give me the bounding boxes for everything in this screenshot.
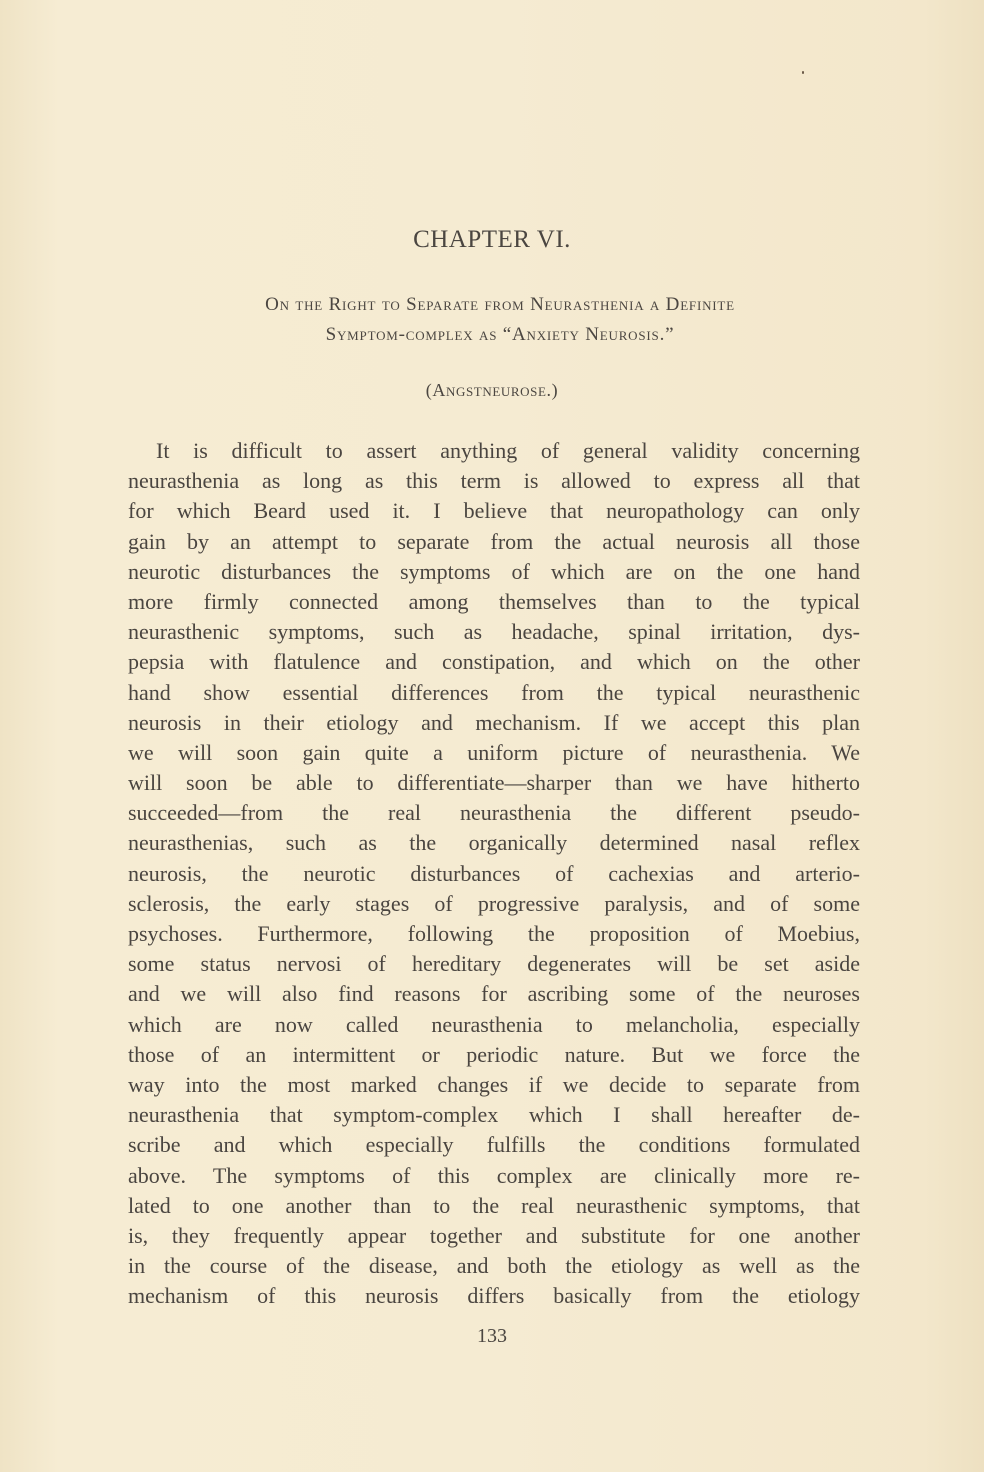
text-line: above. The symptoms of this complex are clinically more re-: [128, 1162, 860, 1188]
text-line: those of an intermittent or periodic nature. But we force the: [128, 1041, 860, 1067]
text-line: gain by an attempt to separate from the actual neurosis all those: [128, 528, 860, 554]
text-line: which are now called neurasthenia to melancholia, especially: [128, 1011, 860, 1037]
body-paragraph: [128, 436, 860, 1311]
text-line: will soon be able to differentiate—sharper than we have hitherto: [128, 770, 860, 796]
paper-speck: [802, 71, 804, 74]
text-line: neurotic disturbances the symptoms of which are on the one hand: [128, 558, 860, 584]
text-line: psychoses. Furthermore, following the proposition of Moebius,: [128, 921, 860, 946]
text-line: neurasthenia as long as this term is allowed to express all that: [128, 468, 860, 494]
text-line: neurasthenias, such as the organically determined nasal reflex: [128, 830, 860, 856]
text-line: some status nervosi of hereditary degenerates will be set aside: [128, 951, 860, 977]
page-number: 133: [477, 1325, 507, 1347]
text-line: more firmly connected among themselves than to the typical: [128, 588, 860, 614]
text-line: and we will also find reasons for ascribing some of the neuroses: [128, 981, 860, 1007]
subtitle-line-2: Symptom-complex as “Anxiety Neurosis.”: [325, 324, 675, 345]
chapter-subtitle: [100, 290, 900, 350]
text-line: It is difficult to assert anything of general validity concerning: [156, 438, 860, 463]
text-line: neurasthenia that symptom-complex which I shall hereafter de-: [128, 1102, 860, 1128]
chapter-title: CHAPTER VI.: [413, 226, 571, 253]
text-line: we will soon gain quite a uniform picture of neurasthenia. We: [128, 739, 860, 765]
text-line: is, they frequently appear together and substitute for one another: [128, 1222, 860, 1248]
text-line: neurosis, the neurotic disturbances of cachexias and arterio-: [128, 860, 860, 886]
text-line: mechanism of this neurosis differs basically from the etiology: [128, 1283, 860, 1309]
text-line: lated to one another than to the real neurasthenic symptoms, that: [128, 1192, 860, 1218]
text-line: in the course of the disease, and both the etiology as well as the: [128, 1253, 860, 1279]
text-line: neurasthenic symptoms, such as headache, spinal irritation, dys-: [128, 619, 860, 645]
text-line: way into the most marked changes if we decide to separate from: [128, 1071, 860, 1097]
text-line: succeeded—from the real neurasthenia the different pseudo-: [128, 800, 860, 826]
text-line: hand show essential differences from the typical neurasthenic: [128, 679, 860, 705]
text-line: sclerosis, the early stages of progressive paralysis, and of some: [128, 890, 860, 916]
german-title: (Angstneurose.): [425, 380, 559, 400]
subtitle-line-1: On the Right to Separate from Neurasthenia a Definite: [265, 294, 735, 315]
text-line: neurosis in their etiology and mechanism. If we accept this plan: [128, 709, 860, 735]
text-line: scribe and which especially fulfills the conditions formulated: [128, 1132, 860, 1158]
text-line: pepsia with flatulence and constipation, and which on the other: [128, 649, 860, 675]
text-line: for which Beard used it. I believe that neuropathology can only: [128, 498, 860, 524]
